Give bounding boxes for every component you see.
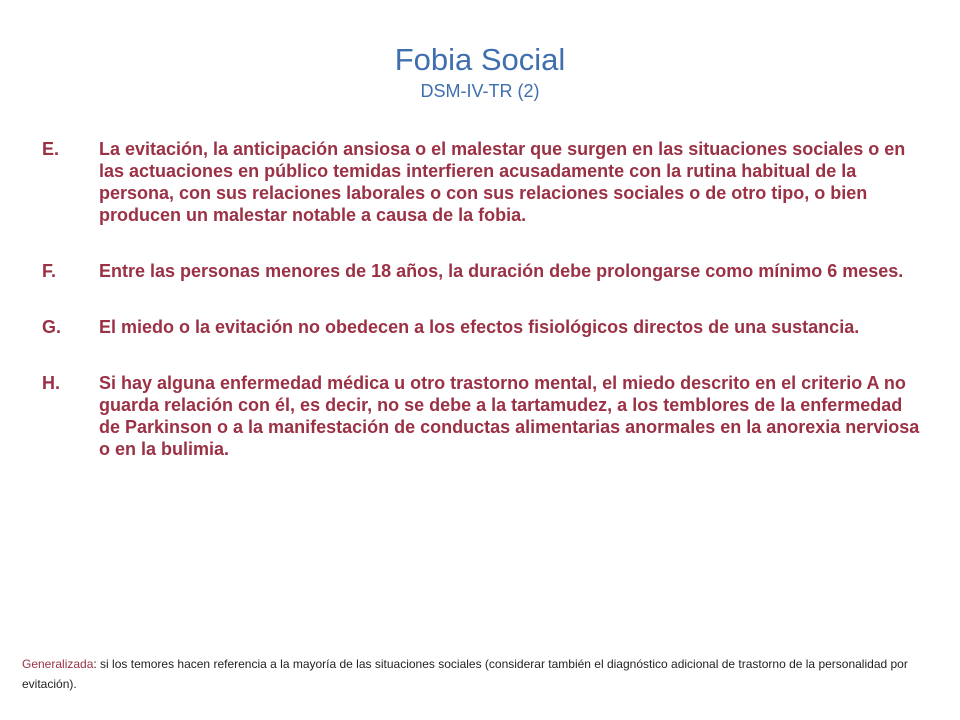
slide-title: Fobia Social [394,42,566,77]
criteria-list [42,138,922,460]
criterion-letter: H. [42,373,60,393]
criterion-g [42,316,922,338]
criterion-letter: G. [42,317,62,337]
criterion-f [42,260,922,282]
criterion-h [42,372,922,460]
footnote-term: Generalizada [22,657,94,671]
criterion-text: El miedo o la evitación no obedecen a los efectos fisiológicos directos de una sustancia. [99,317,860,337]
footnote [22,654,942,694]
footnote-text: : si los temores hacen referencia a la mayoría de las situaciones sociales (considerar también el diagnóstico adicional de trastorno de la personalidad por evitación). [22,657,908,691]
criterion-text: La evitación, la anticipación ansiosa o el malestar que surgen en las situaciones sociales o en las actuaciones en público temidas interfieren acusadamente con la rutina habitual de la persona, con sus relaciones laborales o con sus relaciones sociales o de otro tipo, o bien producen un malestar notable a causa de la fobia. [99,139,906,225]
criterion-text: Si hay alguna enfermedad médica u otro trastorno mental, el miedo descrito en el criterio A no guarda relación con él, es decir, no se debe a la tartamudez, a los temblores de la enfermedad de Parkinson o a la manifestación de conductas alimentarias anormales en la anorexia nerviosa o en la bulimia. [99,373,920,459]
slide-subtitle: DSM-IV-TR (2) [420,81,540,101]
criterion-letter: F. [42,261,57,281]
criterion-text: Entre las personas menores de 18 años, la duración debe prolongarse como mínimo 6 meses. [99,261,904,281]
criterion-letter: E. [42,139,60,159]
title-block [0,42,960,102]
criterion-e [42,138,922,226]
